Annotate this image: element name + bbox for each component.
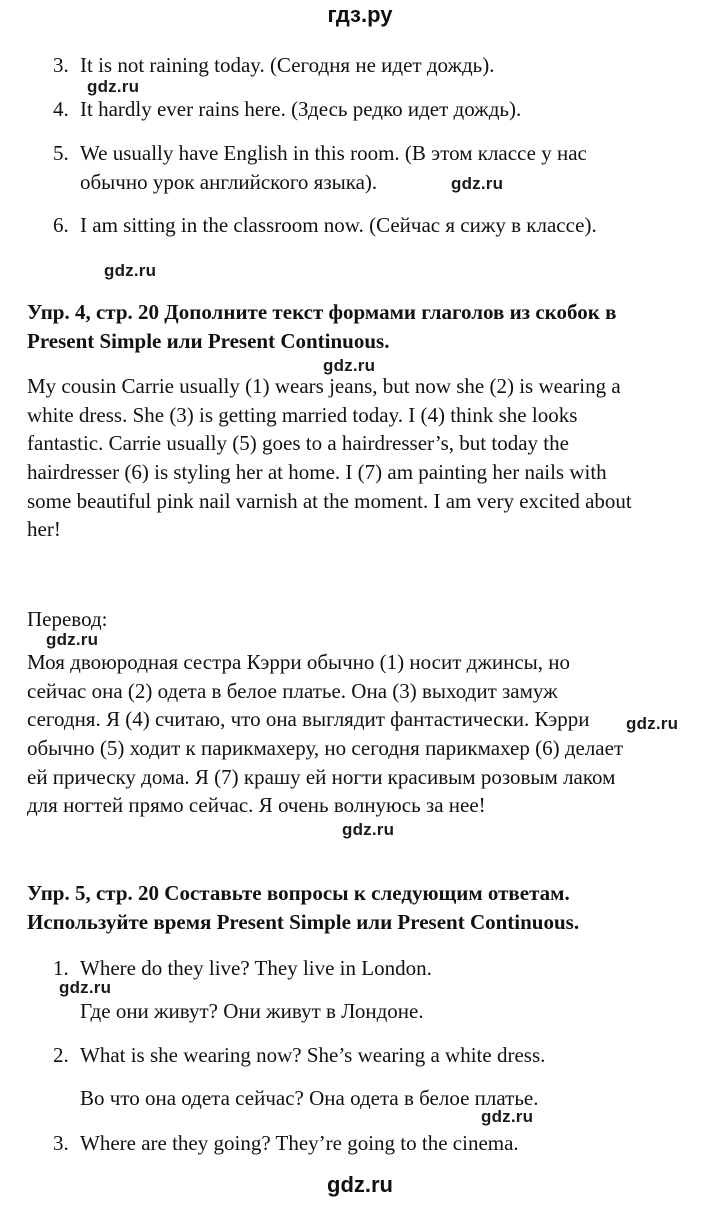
list-item-text: обычно урок английского языка). bbox=[80, 170, 378, 194]
watermark: gdz.ru bbox=[323, 356, 376, 375]
text-line: white dress. She (3) is getting married today. I (4) think she looks bbox=[27, 402, 578, 427]
exercise-5-heading bbox=[27, 879, 579, 937]
exercise-4-text bbox=[27, 372, 632, 544]
watermark: gdz.ru bbox=[342, 820, 395, 839]
watermark: gdz.ru bbox=[451, 174, 504, 193]
list-number: 3. bbox=[53, 53, 69, 77]
question-answer-ru: Во что она одета сейчас? Она одета в белое платье. bbox=[80, 1086, 539, 1110]
watermark: gdz.ru bbox=[481, 1107, 534, 1126]
text-line: сегодня. Я (4) считаю, что она выглядит фантастически. Кэрри bbox=[27, 707, 590, 732]
question-answer-en: Where are they going? They’re going to the cinema. bbox=[80, 1131, 519, 1155]
list-number: 6. bbox=[53, 213, 69, 237]
watermark: gdz.ru bbox=[46, 630, 99, 649]
text-line: fantastic. Carrie usually (5) goes to a hairdresser’s, but today the bbox=[27, 431, 569, 456]
text-line: hairdresser (6) is styling her at home. I (7) am painting her nails with bbox=[27, 460, 607, 485]
heading-line: Используйте время Present Simple или Present Continuous. bbox=[27, 910, 580, 934]
footer-watermark[interactable]: gdz.ru bbox=[327, 1172, 393, 1197]
text-line: ей прическу дома. Я (7) крашу ей ногти красивым розовым лаком bbox=[27, 764, 616, 789]
text-line: Моя двоюродная сестра Кэрри обычно (1) носит джинсы, но bbox=[27, 650, 570, 674]
list-number: 2. bbox=[53, 1043, 69, 1067]
text-line: сейчас она (2) одета в белое платье. Она (3) выходит замуж bbox=[27, 678, 558, 703]
watermark: gdz.ru bbox=[59, 978, 112, 997]
text-line: her! bbox=[27, 517, 61, 542]
list-number: 3. bbox=[53, 1131, 69, 1155]
translation-label: Перевод: bbox=[27, 607, 108, 631]
list-item-text: It is not raining today. (Сегодня не идет дождь). bbox=[80, 53, 495, 77]
text-line: some beautiful pink nail varnish at the moment. I am very excited about bbox=[27, 488, 632, 513]
list-item-text: I am sitting in the classroom now. (Сейчас я сижу в классе). bbox=[80, 213, 597, 237]
text-line: My cousin Carrie usually (1) wears jeans, but now she (2) is wearing a bbox=[27, 374, 621, 398]
text-line: для ногтей прямо сейчас. Я очень волнуюсь за нее! bbox=[27, 793, 486, 818]
question-answer-ru: Где они живут? Они живут в Лондоне. bbox=[80, 999, 424, 1023]
heading-line: Упр. 5, стр. 20 Составьте вопросы к следующим ответам. bbox=[27, 881, 570, 905]
list-number: 4. bbox=[53, 97, 69, 121]
translation-text bbox=[27, 648, 623, 820]
question-answer-en: What is she wearing now? She’s wearing a white dress. bbox=[80, 1043, 546, 1067]
list-number: 1. bbox=[53, 956, 69, 980]
text-line: обычно (5) ходит к парикмахеру, но сегодня парикмахер (6) делает bbox=[27, 736, 624, 761]
watermark: gdz.ru bbox=[87, 77, 140, 96]
list-item-text: It hardly ever rains here. (Здесь редко идет дождь). bbox=[80, 97, 522, 121]
watermark: gdz.ru bbox=[104, 261, 157, 280]
list-item-text: We usually have English in this room. (В этом классе у нас bbox=[80, 141, 587, 165]
exercise-4-heading bbox=[27, 298, 616, 356]
question-answer-en: Where do they live? They live in London. bbox=[80, 956, 432, 980]
site-title[interactable]: гдз.ру bbox=[327, 2, 393, 27]
heading-line: Упр. 4, стр. 20 Дополните текст формами глаголов из скобок в bbox=[27, 300, 617, 324]
list-number: 5. bbox=[53, 141, 69, 165]
watermark: gdz.ru bbox=[626, 714, 679, 733]
heading-line: Present Simple или Present Continuous. bbox=[27, 329, 390, 353]
